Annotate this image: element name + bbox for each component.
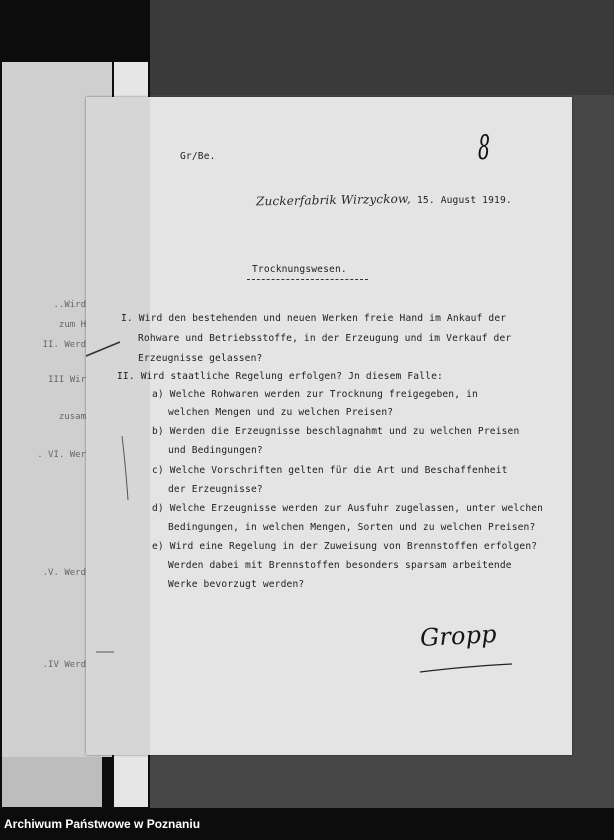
page-number: 8 [478, 128, 490, 168]
archive-footer [0, 808, 614, 840]
question-line: Werden dabei mit Brennstoffen besonders sparsam arbeitende [168, 560, 512, 571]
question-line: Werke bevorzugt werden? [168, 579, 305, 590]
question-line: Erzeugnisse gelassen? [138, 353, 263, 364]
question-line: e) Wird eine Regelung in der Zuweisung von Brennstoffen erfolgen? [152, 541, 538, 552]
question-line: I. Wird den bestehenden und neuen Werken freie Hand im Ankauf der [121, 313, 507, 324]
question-line: Rohware und Betriebsstoffe, in der Erzeugung und im Verkauf der [138, 333, 512, 344]
question-line: c) Welche Vorschriften gelten für die Art und Beschaffenheit [152, 465, 508, 476]
under-sheet-fragment: .V. Werd [42, 568, 86, 578]
under-sheet-fragment: zusam [58, 412, 86, 422]
question-line: a) Welche Rohwaren werden zur Trocknung freigegeben, in [152, 389, 478, 400]
question-line: der Erzeugnisse? [168, 484, 263, 495]
signature: Gropp [419, 620, 498, 652]
question-line: b) Werden die Erzeugnisse beschlagnahmt und zu welchen Preisen [152, 426, 520, 437]
question-line: Bedingungen, in welchen Mengen, Sorten und zu welchen Preisen? [168, 522, 536, 533]
archive-name: Archiwum Państwowe w Poznaniu [4, 817, 201, 831]
under-sheet-fragment: II. Werd [42, 340, 86, 350]
under-sheet-fragment: III Wir [48, 375, 86, 385]
letter-date: 15. August 1919. [417, 195, 512, 206]
under-sheet-fragment: . VI. Wer [37, 450, 86, 460]
question-line: welchen Mengen und zu welchen Preisen? [168, 407, 394, 418]
place-handwritten: Zuckerfabrik Wirzyckow, [255, 191, 412, 209]
question-line: und Bedingungen? [168, 445, 263, 456]
reference-code: Gr/Be. [180, 151, 216, 162]
under-sheet-fragment: ..Wird [53, 300, 86, 310]
question-line: d) Welche Erzeugnisse werden zur Ausfuhr zugelassen, unter welchen [152, 503, 544, 514]
under-sheet-fragment: zum H [58, 320, 86, 330]
under-sheet-fragment: .IV Werd [42, 660, 86, 670]
question-line: II. Wird staatliche Regelung erfolgen? Jn diesem Falle: [117, 371, 443, 382]
document-title: Trocknungswesen. [252, 264, 347, 275]
